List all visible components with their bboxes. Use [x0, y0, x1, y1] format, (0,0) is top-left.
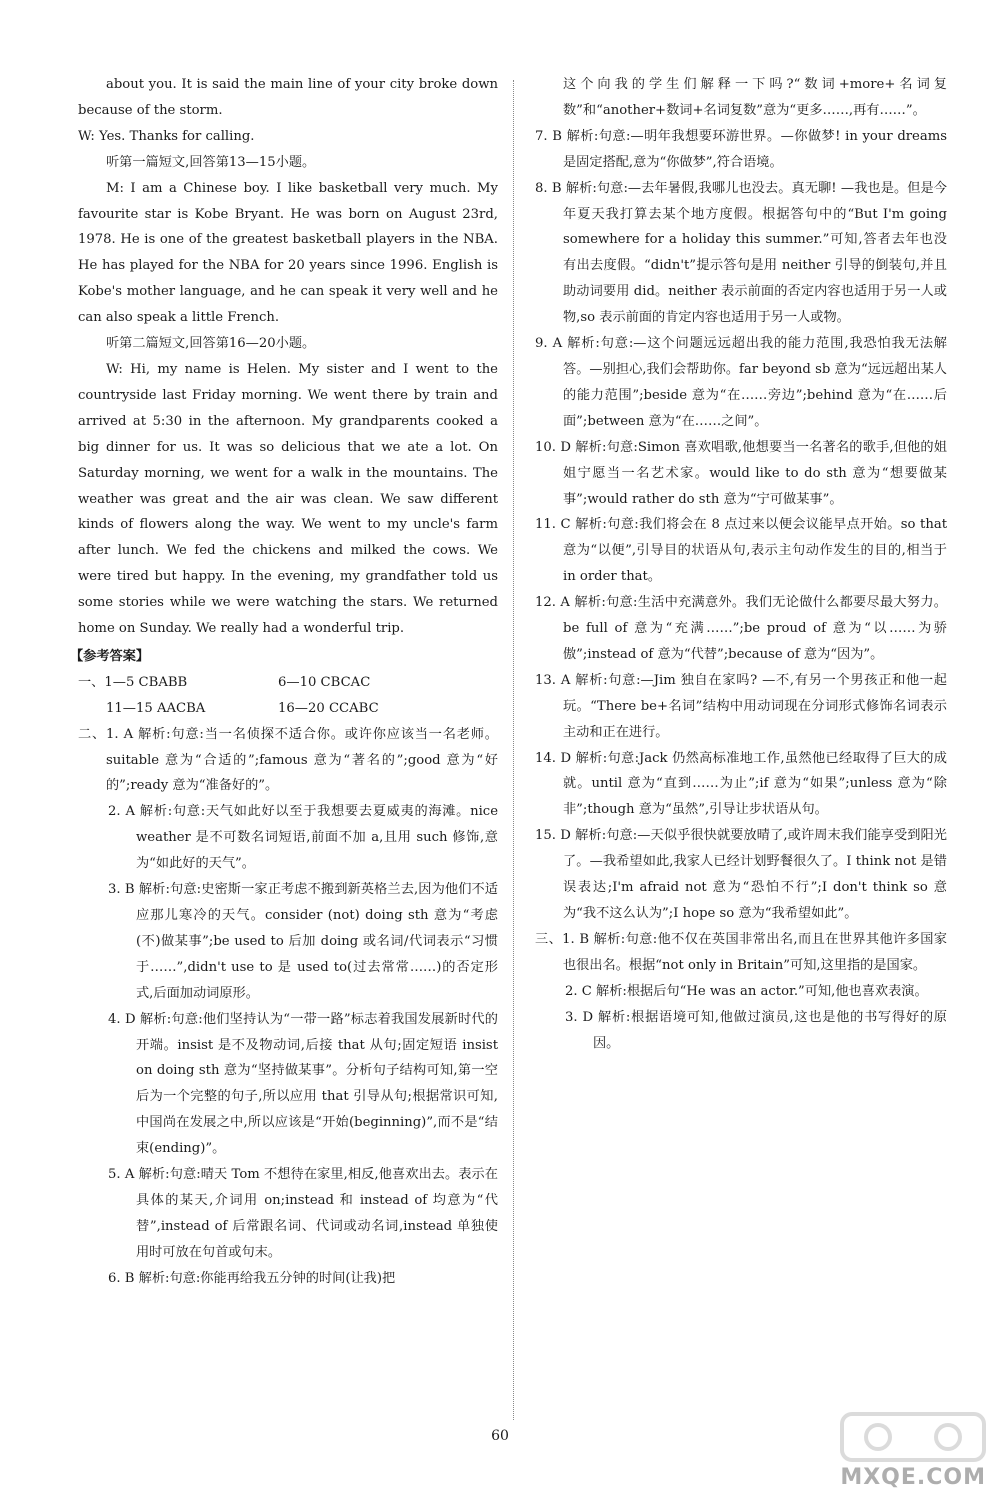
answer-row-1 — [78, 670, 498, 696]
explanations-left — [78, 722, 498, 1292]
answer-group: 11—15 AACBA — [106, 700, 206, 716]
text-paragraph: 5. A 解析:句意:晴天 Tom 不想待在家里,相反,他喜欢出去。表示在具体的某天,介词用 on;instead 和 instead of 均意为“代替”,instead of 后常跟名词、代词或动名词,instead 单独使用时可放在句首或句末。 — [108, 1167, 498, 1260]
watermark-text: MXQE.COM — [840, 1465, 986, 1490]
text-paragraph: 7. B 解析:句意:—明年我想要环游世界。—你做梦! in your dreams 是固定搭配,意为“你做梦”,符合语境。 — [535, 128, 947, 170]
left-column — [70, 72, 498, 1292]
text-paragraph: 这个向我的学生们解释一下吗?“数词+more+名词复数”和“another+数词+名词复数”意为“更多……,再有……”。 — [563, 77, 947, 118]
text-paragraph: 11. C 解析:句意:我们将会在 8 点过来以便会议能早点开始。so that 意为“以便”,引导目的状语从句,表示主句动作发生的目的,相当于 in order that。 — [535, 517, 947, 585]
text-paragraph: 9. A 解析:句意:—这个问题远远超出我的能力范围,我恐怕我无法解答。—别担心,我们会帮助你。far beyond sb 意为“远远超出某人的能力范围”;beside 意为“在……旁边”;behind 意为“在……后面”;between 意为“在……之间”。 — [535, 336, 947, 429]
text-paragraph: 听第一篇短文,回答第13—15小题。 — [106, 154, 316, 170]
answer-group: 一、1—5 CBABB — [78, 674, 188, 690]
text-paragraph: 三、1. B 解析:句意:他不仅在英国非常出名,而且在世界其他许多国家也很出名。根据“not only in Britain”可知,这里指的是国家。 — [535, 931, 947, 973]
answer-heading: 【参考答案】 — [70, 648, 150, 664]
text-paragraph: 13. A 解析:句意:—Jim 独自在家吗? —不,有另一个男孩正和他一起玩。“There be+名词”结构中用动词现在分词形式修饰名词表示主动和正在进行。 — [535, 672, 947, 740]
text-paragraph: 听第二篇短文,回答第16—20小题。 — [106, 336, 316, 352]
text-paragraph: 12. A 解析:句意:生活中充满意外。我们无论做什么都要尽最大努力。be full of 意为“充满……”;be proud of 意为“以……为骄傲”;instead of 意为“代替”;because of 意为“因为”。 — [535, 595, 947, 662]
answer-group: 16—20 CCABC — [278, 700, 379, 716]
text-paragraph: 6. B 解析:句意:你能再给我五分钟的时间(让我)把 — [108, 1270, 396, 1286]
answer-row-2 — [78, 696, 498, 722]
transcript-section — [78, 72, 498, 642]
column-divider — [513, 80, 514, 1420]
text-paragraph: about you. It is said the main line of your city broke down because of the storm. — [78, 77, 498, 118]
text-paragraph: 10. D 解析:句意:Simon 喜欢唱歌,他想要当一名著名的歌手,但他的姐姐宁愿当一名艺术家。would like to do sth 意为“想要做某事”;would rather do sth 意为“宁可做某事”。 — [535, 439, 947, 507]
answer-group: 6—10 CBCAC — [278, 674, 371, 690]
text-paragraph: 2. C 解析:根据后句“He was an actor.”可知,他也喜欢表演。 — [565, 983, 928, 999]
text-paragraph: M: I am a Chinese boy. I like basketball very much. My favourite star is Kobe Bryant. He was born on August 23rd, 1978. He is one of the greatest basketball players in the NBA. He has played for the NBA for 20 years since 1996. English is Kobe's mother language, and he can speak it very well and he can also speak a little French. — [78, 180, 498, 326]
right-column — [535, 72, 947, 1056]
text-paragraph: 14. D 解析:句意:Jack 仍然高标准地工作,虽然他已经取得了巨大的成就。until 意为“直到……为止”;if 意为“如果”;unless 意为“除非”;though 意为“虽然”,引导让步状语从句。 — [535, 750, 947, 818]
text-paragraph: W: Hi, my name is Helen. My sister and I went to the countryside last Friday morning. We went there by train and arrived at 5:30 in the afternoon. My grandparents cooked a big dinner for us. It was so delicious that we ate a lot. On Saturday morning, we went for a walk in the mountains. The weather was great and the air was clean. We saw different kinds of flowers along the way. We went to my uncle's farm after lunch. We fed the chickens and milked the cows. We were tired but happy. In the evening, my grandfather told us some stories while we were watching the stars. We returned home on Sunday. We really had a wonderful trip. — [78, 361, 498, 637]
text-paragraph: 3. B 解析:句意:史密斯一家正考虑不搬到新英格兰去,因为他们不适应那儿寒冷的天气。consider (not) doing sth 意为“考虑(不)做某事”;be used to 后加 doing 或名词/代词表示“习惯于……”,didn't use to 是 used to(过去常常……)的否定形式,后面加动词原形。 — [108, 882, 498, 1001]
text-paragraph: 3. D 解析:根据语境可知,他做过演员,这也是他的书写得好的原因。 — [565, 1009, 947, 1051]
text-paragraph: 二、1. A 解析:句意:当一名侦探不适合你。或许你应该当一名老师。suitable 意为“合适的”;famous 意为“著名的”;good 意为“好的”;ready 意为“准备好的”。 — [78, 726, 498, 794]
text-paragraph: W: Yes. Thanks for calling. — [78, 128, 255, 144]
explanations-right — [535, 72, 947, 1056]
page-number: 60 — [491, 1428, 509, 1444]
text-paragraph: 15. D 解析:句意:—天似乎很快就要放晴了,或许周末我们能享受到阳光了。—我希望如此,我家人已经计划野餐很久了。I think not 是错误表达;I'm afraid not 意为“恐怕不行”;I don't think so 意为“我不这么认为”;I hope so 意为“我希望如此”。 — [535, 828, 947, 921]
text-paragraph: 4. D 解析:句意:他们坚持认为“一带一路”标志着我国发展新时代的开端。insist 是不及物动词,后接 that 从句;固定短语 insist on doing sth 意为“坚持做某事”。分析句子结构可知,第一空后为一个完整的句子,所以应用 that 引导从句;根据常识可知,中国尚在发展之中,所以应该是“开始(beginning)”,而不是“结束(ending)”。 — [108, 1011, 498, 1157]
text-paragraph: 8. B 解析:句意:—去年暑假,我哪儿也没去。真无聊! —我也是。但是今年夏天我打算去某个地方度假。根据答句中的“But I'm going somewhere for a holiday this summer.”可知,答者去年也没有出去度假。“didn't”提示答句是用 neither 引导的倒装句,并且助动词要用 did。neither 表示前面的否定内容也适用于另一人或物,so 表示前面的肯定内容也适用于另一人或物。 — [535, 180, 947, 326]
text-paragraph: 2. A 解析:句意:天气如此好以至于我想要去夏威夷的海滩。nice weather 是不可数名词短语,前面不加 a,且用 such 修饰,意为“如此好的天气”。 — [108, 804, 498, 872]
